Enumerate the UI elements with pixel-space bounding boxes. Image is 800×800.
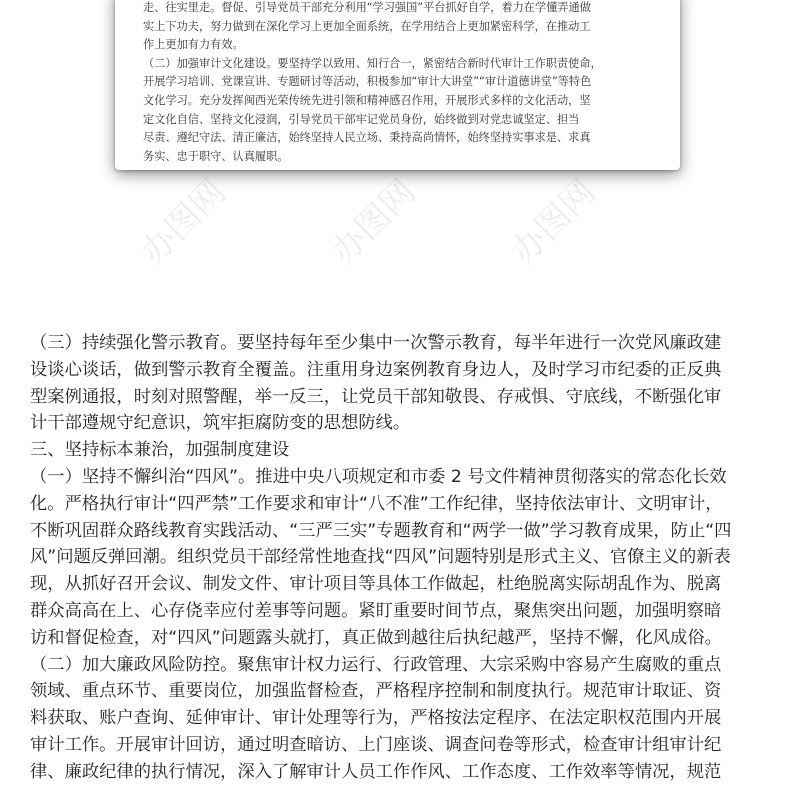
body-line: 计干部遵规守纪意识，筑牢拒腐防变的思想防线。	[30, 413, 411, 434]
body-line: 审计工作。开展审计回访，通过明查暗访、上门座谈、调查问卷等形式，检查审计组审计纪	[30, 734, 722, 755]
preview-line: 定文化自信、坚持文化浸润，引导党员干部牢记党员身份，始终做到对党忠诚坚定、担当	[143, 112, 580, 126]
body-line: 风”问题反弹回潮。组织党员干部经常性地查找“四风”问题特别是形式主义、官僚主义的新表	[30, 547, 731, 568]
watermark: 办图网	[323, 171, 424, 273]
body-line: 不断巩固群众路线教育实践活动、“三严三实”专题教育和“两学一做”学习教育成果，防止“四	[30, 520, 732, 541]
preview-card	[115, 0, 680, 170]
preview-text	[143, 0, 653, 166]
body-line: 群众高高在上、心存侥幸应付差事等问题。紧盯重要时间节点，聚焦突出问题，加强明察暗	[30, 600, 722, 621]
body-line: 访和督促检查，对“四风”问题露头就打，真正做到越往后执纪越严，坚持不懈，化风成俗。	[30, 627, 722, 648]
body-line: （二）加大廉政风险防控。聚焦审计权力运行、行政管理、大宗采购中容易产生腐败的重点	[30, 654, 722, 675]
preview-line: 尽责、遵纪守法、清正廉洁，始终坚持人民立场、秉持高尚情怀，始终坚持实事求是、求真	[143, 131, 591, 145]
body-line: 化。严格执行审计“四严禁”工作要求和审计“八不准”工作纪律，坚持依法审计、文明审计，	[30, 493, 723, 514]
preview-line: （二）加强审计文化建设。要坚持学以致用、知行合一，紧密结合新时代审计工作职责使命，	[143, 56, 602, 70]
body-line: （一）坚持不懈纠治“四风”。推进中央八项规定和市委 2 号文件精神贯彻落实的常态化长效	[30, 466, 727, 487]
body-line: 型案例通报，时刻对照警醒，举一反三，让党员干部知敬畏、存戒惧、守底线，不断强化审	[30, 386, 722, 407]
preview-line: 走、往实里走。督促、引导党员干部充分利用“学习强国”平台抓好自学，着力在学懂弄通做	[143, 1, 591, 14]
body-line: 设谈心谈话，做到警示教育全覆盖。注重用身边案例教育身边人，及时学习市纪委的正反典	[30, 359, 722, 380]
preview-line: 开展学习培训、党课宣讲、专题研讨等活动，积极参加“审计大讲堂”“审计道德讲堂”等特色	[143, 75, 592, 89]
section-heading: 三、坚持标本兼治，加强制度建设	[30, 440, 290, 461]
body-text	[30, 330, 780, 786]
preview-line: 实上下功夫，努力做到在深化学习上更加全面系统，在学用结合上更加紧密科学，在推动工	[143, 19, 591, 33]
body-line: 律、廉政纪律的执行情况，深入了解审计人员工作作风、工作态度、工作效率等情况，规范	[30, 761, 722, 782]
body-line: （三）持续强化警示教育。要坚持每年至少集中一次警示教育，每半年进行一次党风廉政建	[30, 333, 722, 353]
body-line: 料获取、账户查询、延伸审计、审计处理等行为，严格按法定程序、在法定职权范围内开展	[30, 708, 722, 729]
preview-line: 文化学习。充分发挥闽西光荣传统先进引领和精神感召作用，开展形式多样的文化活动，坚	[143, 93, 591, 107]
watermark: 办图网	[503, 171, 604, 273]
preview-line: 务实、忠于职守、认真履职。	[143, 149, 289, 163]
body-line: 领域、重点环节、重要岗位，加强监督检查，严格程序控制和制度执行。规范审计取证、资	[30, 681, 722, 702]
preview-line: 作上更加有力有效。	[143, 38, 244, 52]
body-line: 现，从抓好召开会议、制发文件、审计项目等具体工作做起，杜绝脱离实际胡乱作为、脱离	[30, 574, 722, 595]
watermark: 办图网	[133, 171, 234, 273]
